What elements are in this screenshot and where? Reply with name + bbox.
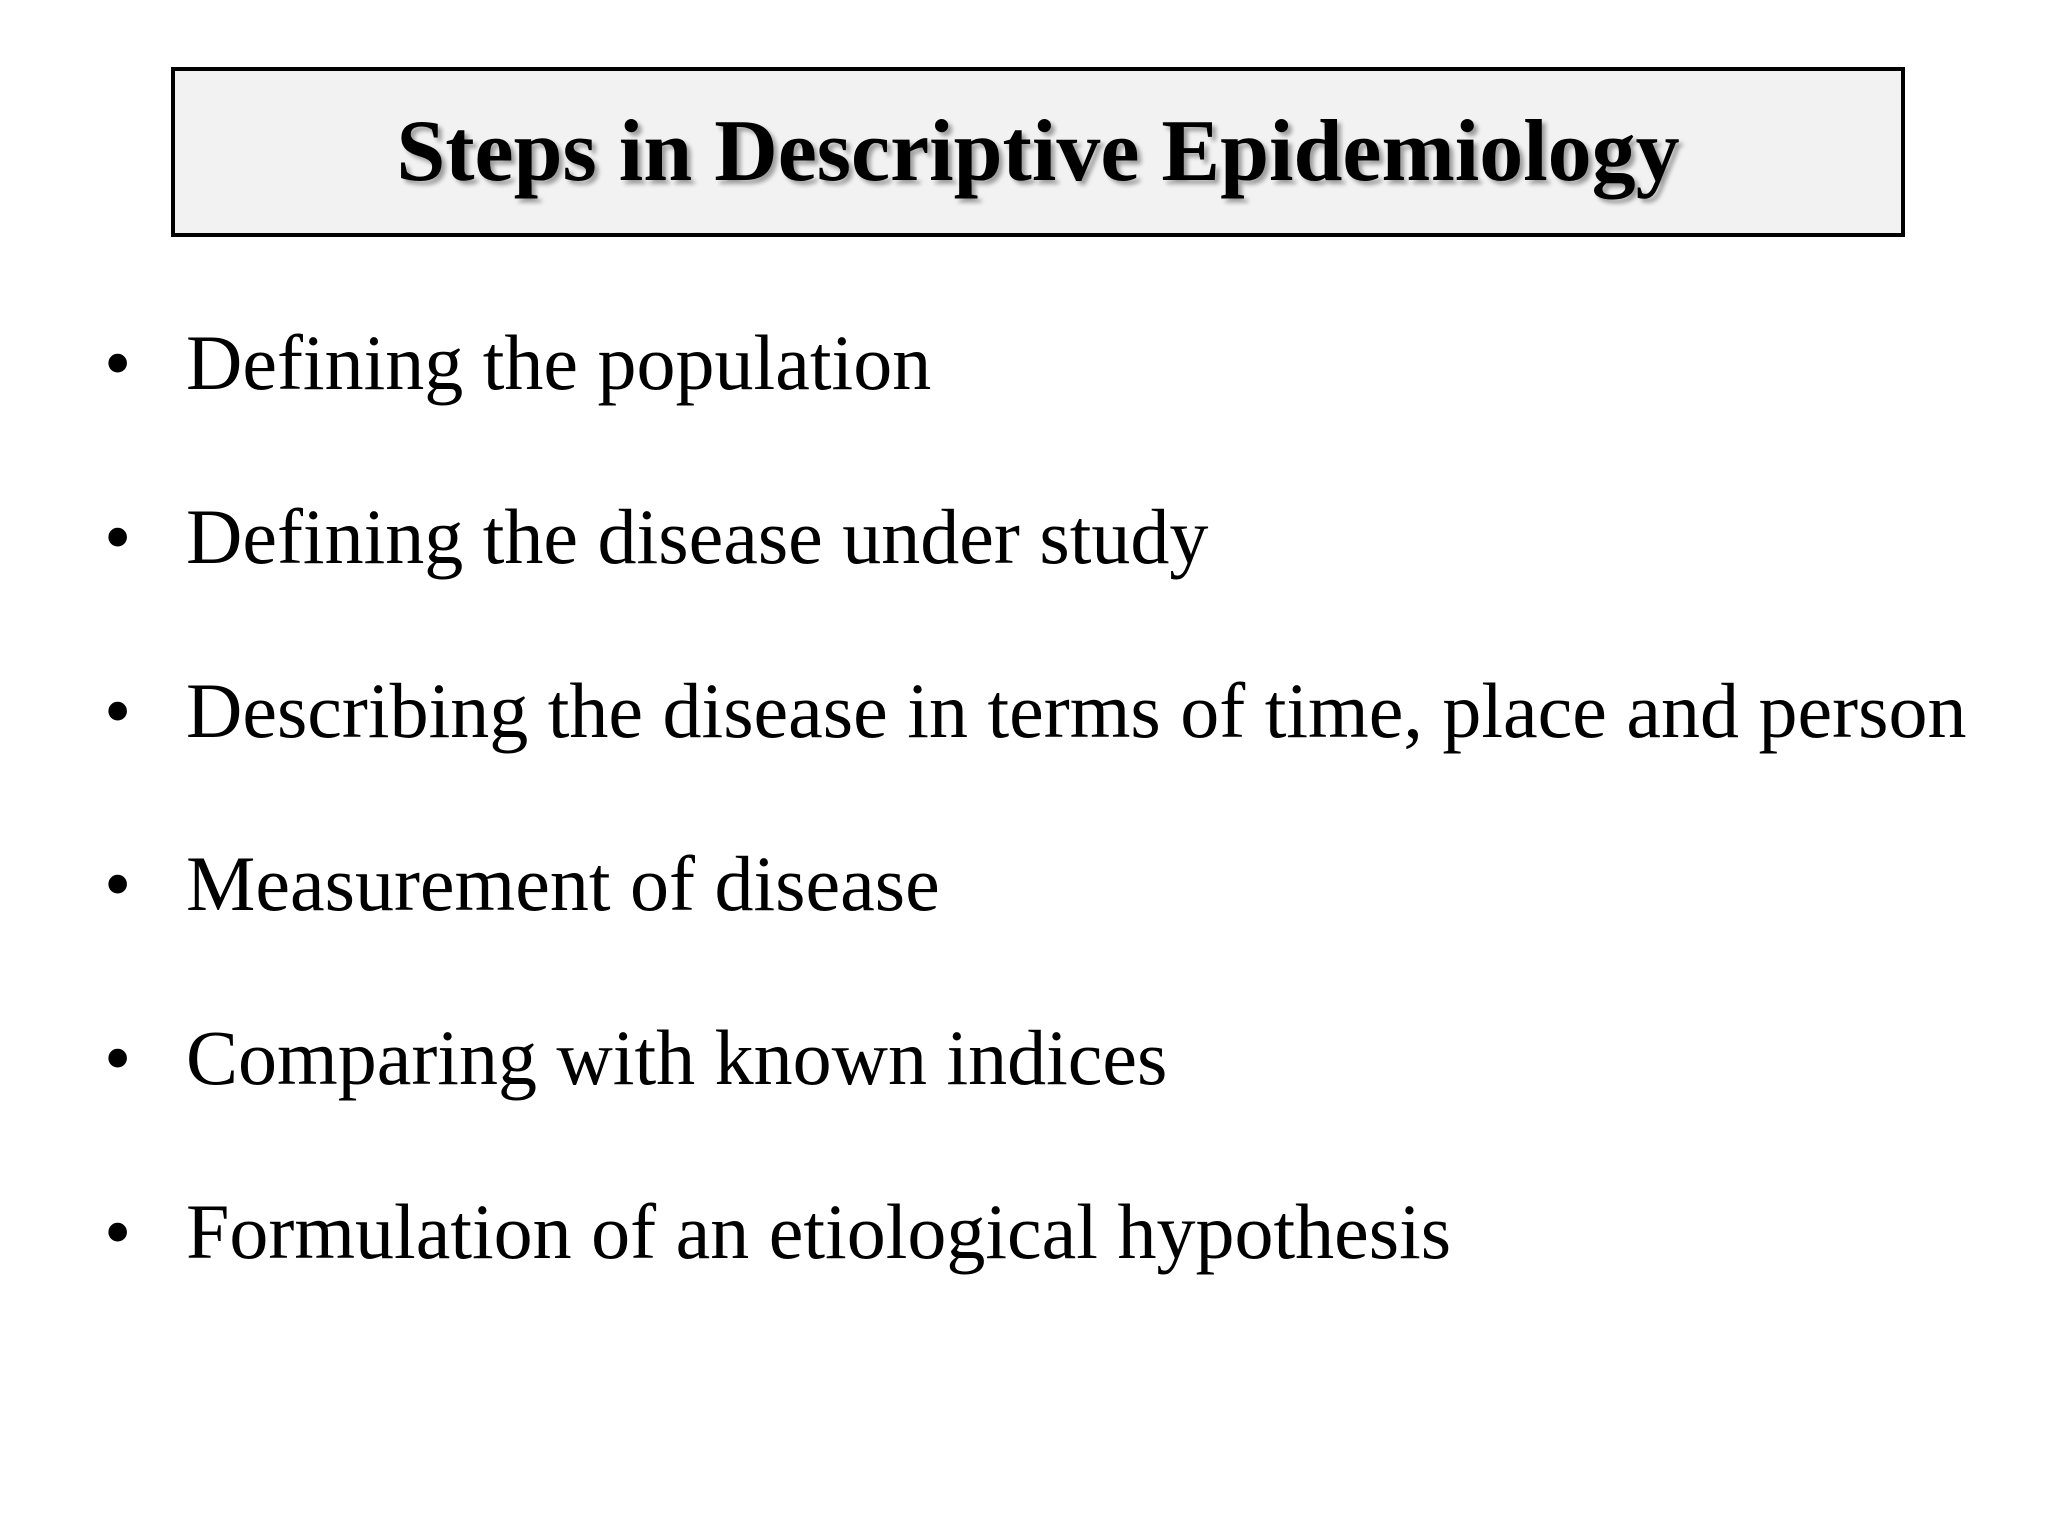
list-item-text: Describing the disease in terms of time, place and person: [186, 667, 1967, 754]
bullet-dot-icon: •: [104, 493, 132, 580]
list-item: [0, 834, 2048, 934]
slide-title: Steps in Descriptive Epidemiology: [396, 103, 1680, 200]
bullet-dot-icon: •: [104, 840, 132, 927]
bullet-dot-icon: •: [104, 1014, 132, 1101]
list-item-text: Formulation of an etiological hypothesis: [186, 1188, 1452, 1275]
bullet-dot-icon: •: [104, 1188, 132, 1275]
list-item: [0, 313, 2048, 413]
list-item: [0, 1182, 2048, 1282]
list-item-text: Defining the population: [186, 319, 932, 406]
list-item-text: Measurement of disease: [186, 840, 940, 927]
list-item: [0, 1008, 2048, 1108]
list-item-text: Comparing with known indices: [186, 1014, 1168, 1101]
list-item: [0, 661, 2048, 761]
list-item-text: Defining the disease under study: [186, 493, 1209, 580]
bullet-dot-icon: •: [104, 319, 132, 406]
list-item: [0, 487, 2048, 587]
bullet-dot-icon: •: [104, 667, 132, 754]
